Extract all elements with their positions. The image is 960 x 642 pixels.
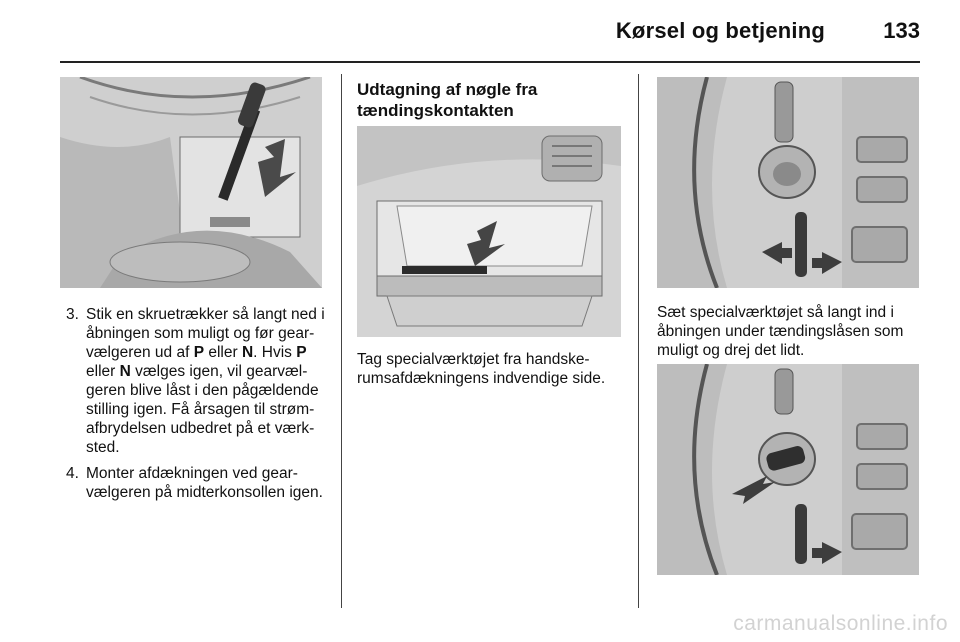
figure-ignition-insert-tool: [657, 77, 919, 288]
figure-gear-selector-screwdriver: [60, 77, 322, 288]
gear-position-label: P: [193, 344, 205, 361]
figure-ignition-turn-tool: [657, 364, 919, 575]
instruction-number: 3.: [66, 306, 79, 323]
instruction-item: [60, 464, 328, 502]
instruction-text: vælges igen, vil gearvæl-geren blive låst i den pågældende stilling igen. Få årsagen til strøm-afbrydelsen udbedret på et værk-sted.: [86, 363, 319, 456]
column-divider-1: [341, 74, 342, 608]
instruction-text: Monter afdækningen ved gear-vælgeren på midterkonsollen igen.: [86, 465, 323, 501]
gear-position-label: N: [119, 363, 131, 380]
page-header-title: Kørsel og betjening: [615, 18, 825, 43]
gear-position-label: N: [241, 344, 254, 361]
instruction-text: . Hvis: [253, 344, 297, 361]
column-divider-2: [638, 74, 639, 608]
instruction-number: 4.: [66, 465, 79, 482]
footer-watermark: carmanualsonline.info: [733, 612, 948, 635]
instruction-list: [60, 305, 328, 509]
instruction-text: Stik en skruetrækker så langt ned i åbningen som muligt og før gear-vælgeren ud af: [86, 306, 325, 361]
gear-position-label: P: [296, 344, 307, 361]
instruction-item: [60, 305, 328, 457]
figure-glovebox-tool: [357, 126, 621, 337]
middle-paragraph: Tag specialværktøjet fra handske-rumsafdækningens indvendige side.: [357, 351, 606, 387]
page-number: 133: [883, 18, 920, 43]
instruction-text: eller: [204, 344, 242, 361]
right-paragraph: Sæt specialværktøjet så langt ind i åbningen under tændingslåsen som muligt og drej det lidt.: [657, 304, 904, 359]
section-heading: Udtagning af nøgle fra tændingskontakten: [357, 80, 538, 120]
instruction-text: eller: [86, 363, 120, 380]
header-rule: [60, 61, 920, 63]
